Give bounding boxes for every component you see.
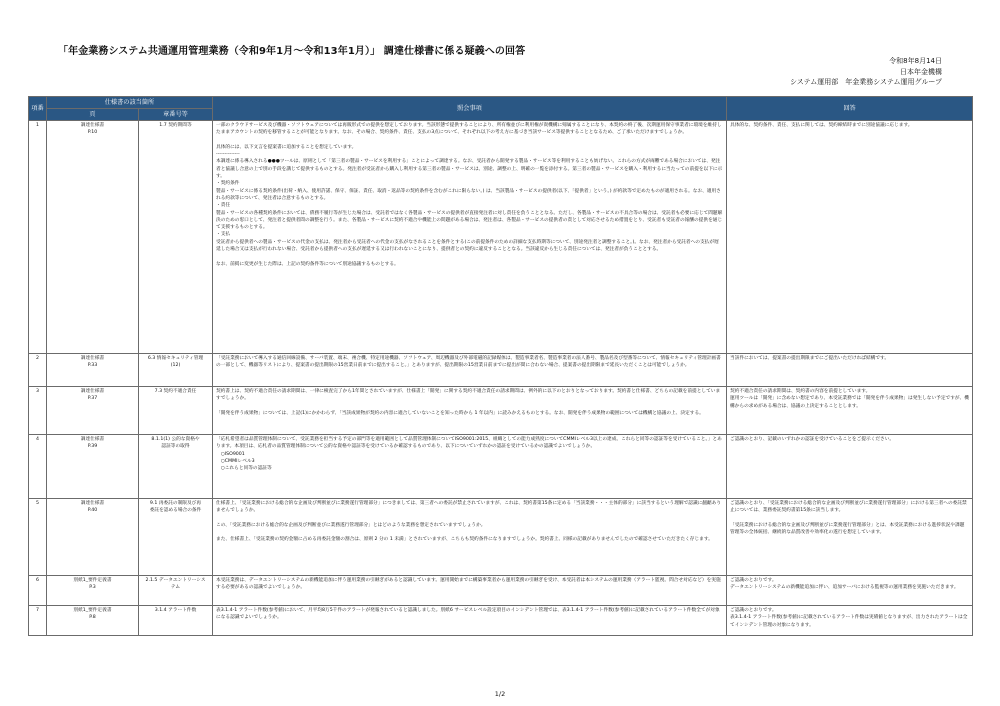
row-page: 調達仕様書 P.40 — [47, 499, 139, 576]
document-meta — [790, 56, 942, 88]
row-number: 2 — [29, 354, 47, 387]
row-section: 8.1.1(1) 公的な資格や 認証等の取得 — [139, 435, 213, 499]
row-page: 別紙1_要件定義書 P.8 — [47, 606, 139, 636]
row-question: 契約書上は、契約不適合責任の請求期間は、一律に検査完了から1年間とされていますが、仕様書上「開発」に関する契約不適合責任の請求期間は、例外的に以下のとおりとなっております。契約書と仕様書、どちらの記載を前提としていますでしょうか。 「開発を伴う成果物」については、上記(1)にかかわらず、「当該成果物が契約の内容に適合していないことを知った時から 1 年以内」に読みかえるものとする。なお、開発を伴う成果物の範囲については機構と協議の上、決定する。 — [213, 387, 727, 435]
organization-name: 日本年金機構 — [900, 67, 942, 76]
department-name: システム運用部 年金業務システム運用グループ — [789, 78, 942, 87]
row-question: 一部のクラウドサービス及び機器・ソフトウェアについては再販形式での提供を想定しております。当該形態で提供することにより、所有権並びに利用権が貴機構に帰属することになり、本契約の終了後、次期運用保守事業者に環境を維持したままアカウントの契約を移管することが可能となります。なお、その場合、契約条件、責任、支払の3点について、それぞれ以下の考え方に基づき当該サービス等提供することとなるため、ご了承いただけますでしょうか。 具体的には、以下文言を提案書に追加することを想定しています。 -------------- 本調達に係る導入される●●●ツールは、原則として「第三者の製品・サービスを利用する」ことによって調達する。なお、受託者から開発する製品・サービス等を利用することも妨げない。これらの方式が両難である場合においては、発注者と協議し合意の上で別の手段を講じて提供するものとする。発注者が受託者から購入し利用する第三者の製品・サービスは、別途、調整の上、明確の一覧を添付する。第三者の製品・サービスを購入・利用するに当たっての前提を以下に示す。 ・契約条件 製品・サービスに係る契約条件(出荷・納入、使用許諾、保守、保証、責任、取消・返品等の契約条件を含むがこれに限らない。) は、当該製品・サービスの提供者(以下、「提供者」という。) が約款等で定めたものが適用される。なお、適用される約款等について、発注者は合意するものとする。 ・責任 製品・サービスの各種契約条件においては、債務不履行等が生じた場合は、受託者ではなく各製品・サービスの提供者が直接発注者に対し責任を負うこととなる。ただし、各製品・サービスの不具合等の場合は、受託者も必要に応じて問題解決のための窓口として、発注者と提供者間の調整を行う。また、各製品・サービスに契約不適合や機能上の問題がある場合は、発注者は、各製品・サービスの提供者の責として対応させるため措置をとり、受託者も受託者の報酬の提供を通じて支援するものとする。 ・支払 受託者から提供者への製品・サービスの代金の支払は、発注者から受託者への代金の支払がなされることを条件とする(この前提条件のための詳細な支払時期等について、別途発注者と調整すること。)。なお、発注者から受託者への支払が遅延した場合又は支払が行われない場合、受託者から提供者への支払が遅延する又は行われないことになり、提供者との契約に違反することとなる。当該違反から生じる責任については、発注者が負うこととする。 なお、前掲に変更が生じた際は、上記の契約条件等について別途協議するものとする。 — [213, 121, 727, 354]
row-answer: ご認識のとおり、「受託業務における総合的な企画及び判断並びに業務遂行管理部分」における第三者への委託禁止については、業務委託契約書第15条に該当します。 「受託業務における総合的な企画及び判断並びに業務遂行管理部分」とは、本受託業務における進捗状況や課題管理等の全体統括、継続的な品質改善や効率化の遂行を想定しています。 — [727, 499, 973, 576]
row-number: 4 — [29, 435, 47, 499]
row-answer: ご認識のとおりです。 表3.1.4-1 アラート件数(参考値)に記載されているアラート件数は実績値となりますが、出力されたアラートは全てインシデント管理の対象になります。 — [727, 606, 973, 636]
row-answer: ご認識のとおり、記載のいずれかの認証を受けていることをご提示ください。 — [727, 435, 973, 499]
table-row — [29, 435, 973, 499]
header-spec-location: 仕様書の該当箇所 — [47, 97, 213, 109]
row-question: 「応札希望者は品質管理体制について、受託業務を担当する予定の部門等を適用範囲として品質管理体制についてISO9001:2015、組織としての能力成熟度についてCMMIレベル3以上の達成、これらと同等の認証等を受けていること。」とあります。本項目は、応札者の品質管理体制について公的な資格や認証等を受けているか確認するものであり、以下についていずれかの認証を受けているかの認識でよいでしょうか。 ○ISO9001 ○CMMIレベル3 ○これらと同等の認証等 — [213, 435, 727, 499]
header-no: 項番 — [29, 97, 47, 121]
row-page: 調達仕様書 P.37 — [47, 387, 139, 435]
table-row — [29, 499, 973, 576]
row-question: 本受託業務は、データエントリーシステムの新機能追加に伴う運用業務の引継ぎがあると認識しています。運用開始までに構築事業者から運用業務の引継ぎを受け、本受託者は本システムの運用業務（アラート監視、問合せ対応など）を実施する必要があるの認識でよいでしょうか。 — [213, 576, 727, 606]
table-row — [29, 606, 973, 636]
row-answer: ご認識のとおりです。 データエントリーシステムの新機能追加に伴い、追加サーバにおける監視等の運用業務を実施いただきます。 — [727, 576, 973, 606]
row-page: 調達仕様書 P.33 — [47, 354, 139, 387]
header-answer: 回答 — [727, 97, 973, 121]
row-answer: 具体的な、契約条件、責任、支払に関しては、契約締結時までに別途協議に応じます。 — [727, 121, 973, 354]
row-page: 調達仕様書 P.10 — [47, 121, 139, 354]
row-number: 5 — [29, 499, 47, 576]
header-section: 章番号等 — [139, 109, 213, 121]
qa-table — [28, 96, 973, 636]
table-row — [29, 387, 973, 435]
table-row — [29, 121, 973, 354]
row-number: 1 — [29, 121, 47, 354]
row-question: 「受託業務において導入する通信回線設備、サーバ装置、端末、複合機、特定用途機器、ソフトウェア、周辺機器及び外部電磁的記録媒体は、製造事業者名、製造事業者の法人番号、製品名及び型番等について、情報セキュリティ管理計画書の一部として、機器等リストにより、提案書の提出期限の15営業日前までに提出すること。」とありますが、提出期限の15営業日前までに提出が間に合わない場合、提案書の提出期限まで延長いただくことは可能でしょうか。 — [213, 354, 727, 387]
row-section: 2.1.5 データエントリーシス テム — [139, 576, 213, 606]
row-page: 調達仕様書 P.39 — [47, 435, 139, 499]
row-answer: 契約不適合責任の請求期間は、契約書の内容を前提としています。 運用ツールは「開発」に含めない想定であり、本受託業務では「開発を伴う成果物」は発生しない予定ですが、機構からの求めがある場合は、協議の上決定することとします。 — [727, 387, 973, 435]
row-number: 6 — [29, 576, 47, 606]
row-answer: 当該件においては、提案書の提出期限までにご提出いただければ結構です。 — [727, 354, 973, 387]
table-row — [29, 354, 973, 387]
row-question: 仕様書上、「受託業務における総合的な企画及び判断並びに業務遂行管理部分」につきましては、第三者への委託が禁止されていますが、これは、契約書第15条に定める「当該業務・・・主体的部分」に該当するという理解で認識に齟齬ありませんでしょうか。 この、「受託業務における総合的な企画及び判断並びに業務遂行管理部分」とはどのような業務を想定されていますでしょうか。 また、仕様書上、「受託業務の契約金額に占める再委託金額の割合は、原則 2 分の 1 未満」とされていますが、こちらも契約条件になりますでしょうか。契約書上、同様の記載がありませんでしたので確認させていただきたく存じます。 — [213, 499, 727, 576]
row-number: 3 — [29, 387, 47, 435]
document-title: 「年金業務システム共通運用管理業務（令和9年1月～令和13年1月）」 調達仕様書に係る疑義への回答 — [58, 46, 526, 57]
row-number: 7 — [29, 606, 47, 636]
issue-date: 令和8年8月14日 — [889, 57, 942, 65]
page-number: 1/2 — [494, 690, 506, 698]
row-section: 1.7 契約期間等 — [139, 121, 213, 354]
row-page: 別紙1_要件定義書 P.3 — [47, 576, 139, 606]
row-section: 6.3 情報セキュリティ管理 (12) — [139, 354, 213, 387]
header-question: 照会事項 — [213, 97, 727, 121]
header-page: 頁 — [47, 109, 139, 121]
row-question: 表3.1.4-1 アラート件数(参考値)において、月平均8万5千件のアラートが発報されていると認識しました。別紙6 サービスレベル設定項目のインシデント管理では、表3.1.4-1 アラート件数(参考値)に記載されているアラート件数全てが対象になる認識でよいでしょうか。 — [213, 606, 727, 636]
row-section: 7.3 契約不適合責任 — [139, 387, 213, 435]
row-section: 9.1 再委託の制限及び再 委託を認める場合の条件 — [139, 499, 213, 576]
table-row — [29, 576, 973, 606]
row-section: 3.1.4 アラート件数 — [139, 606, 213, 636]
